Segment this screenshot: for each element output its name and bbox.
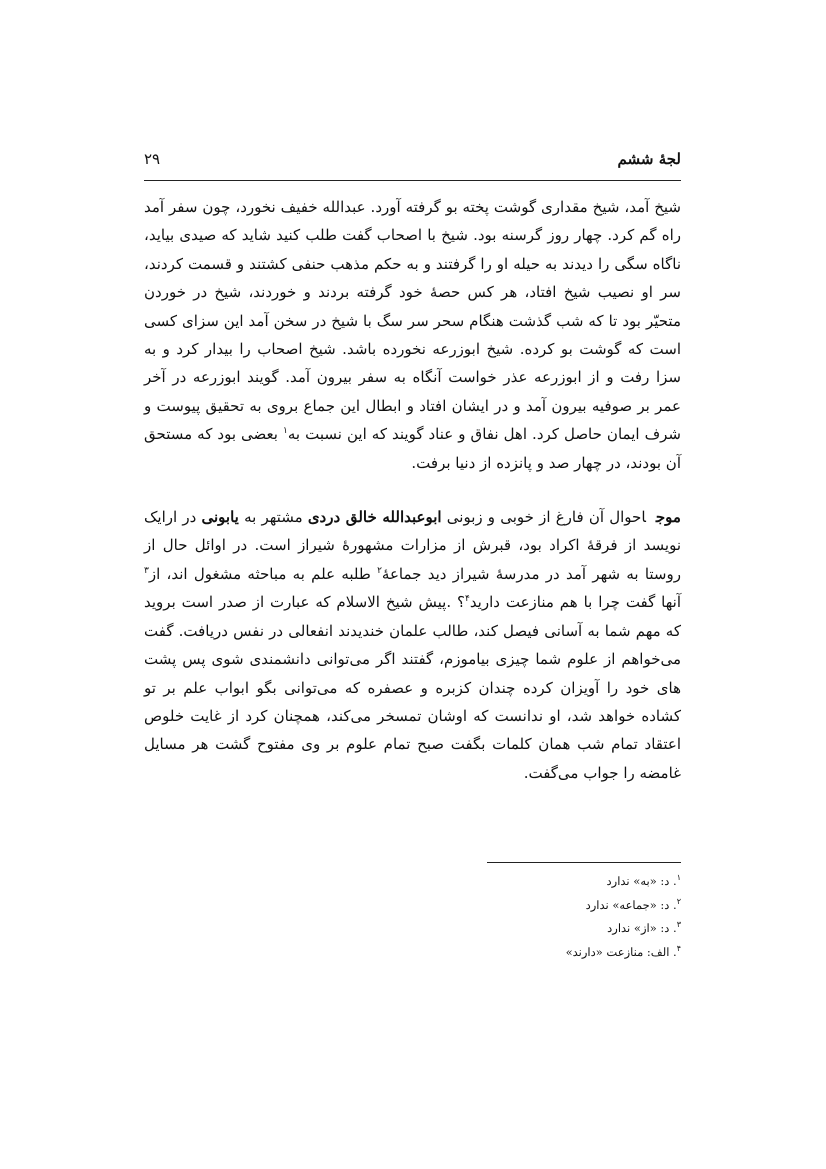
footnote-rule <box>487 862 681 863</box>
header-rule <box>144 180 681 181</box>
paragraph-2 <box>144 503 681 787</box>
paragraph-2-text: در ارایک نویسد از فرقهٔ اکراد بود، قبرش از مزارات مشهورهٔ شیراز است. در اوائل حال از روستا به شهر آمد در مدرسهٔ شیراز دید جماعهٔ <box>144 508 681 583</box>
paragraph-2-text: مشتهر به <box>244 508 303 527</box>
footnote-number: ۳ <box>676 920 681 930</box>
footnote-number: ۲ <box>676 896 681 906</box>
footnote <box>444 941 681 965</box>
footnote-text: . د: «از» ندارد <box>607 921 677 935</box>
paragraph-1-text-end: بعضی بود که مستحق آن بودند، در چهار صد و پانزده از دنیا برفت. <box>144 425 681 472</box>
footnote <box>444 870 681 894</box>
footnote <box>444 917 681 941</box>
page-number: ۲۹ <box>144 150 161 168</box>
paragraph-2-text: احوال آن فارغ از خوبی و زبونی <box>446 508 646 527</box>
person-name: ابوعبدالله خالق دردی <box>307 508 442 527</box>
paragraph-1-text: شیخ آمد، شیخ مقداری گوشت پخته بو گرفته آورد. عبدالله خفیف نخورد، چون سفر آمد راه گم کرد. چهار روز گرسنه بود. شیخ با اصحاب گفت طلب کنید شاید که صیدی بیاید، ناگاه سگی را دیدند به حیله او را گرفتند و به حکم مذهب حنفی کشتند و قسمت کردند، سر او نصیب شیخ افتاد، هر کس حصهٔ خود گرفته بردند و خوردند، شیخ در خوردن متحیّر بود تا که شب گذشت هنگام سحر سر سگ با شیخ در سخن آمد این سزای کسی است که گوشت بو کرده. شیخ ابوزرعه نخورده باشد. شیخ اصحاب را بیدار کرد و به سزا رفت و از ابوزرعه عذر خواست آنگاه به سفر بیرون آمد. گویند ابوزرعه در آخر عمر بر صوفیه بیرون آمد و در ایشان افتاد و ابطال این جماع بروی به تحقیق پیوست و شرف ایمان حاصل کرد. اهل نفاق و عناد گویند که این نسبت به <box>144 198 681 444</box>
footnote-number: ۴ <box>676 943 681 953</box>
footnote <box>444 894 681 918</box>
footnote-ref: ۳ <box>144 565 149 576</box>
footnote-ref: ۴ <box>464 594 470 605</box>
section-keyword: موج <box>655 508 681 527</box>
paragraph-2-text: آنها گفت چرا با هم منازعت دارید <box>469 593 681 612</box>
person-epithet: یابونی <box>201 508 239 527</box>
paragraph-1 <box>144 193 681 477</box>
footnote-ref: ۱ <box>283 426 288 437</box>
paragraph-2-text: ؟ .پیش شیخ الاسلام که عبارت از صدر است بروید که مهم شما به آسانی فیصل کند، طالب علمان خندیدند انفعالی در نفس دریافت. گفت می‌خواهم از علوم شما چیزی بیاموزم، گفتند اگر می‌توانی دانشمندی شوی پس پشت های خود را آویزان کرده چندان کزبره و عصفره که می‌توانی بگو ابواب علم بر تو کشاده خواهد شد، او ندانست که اوشان تمسخر می‌کند، همچنان کرد از غایت خلوص اعتقاد تمام شب همان کلمات بگفت صبح تمام علوم بر وی مفتوح گشت هر مسایل غامضه را جواب می‌گفت. <box>144 593 681 782</box>
footnote-text: . الف: منازعت «دارند» <box>565 944 677 959</box>
running-header <box>144 150 681 168</box>
footnote-number: ۱ <box>676 873 681 883</box>
paragraph-2-text: طلبه علم به مباحثه مشغول اند، از <box>148 564 371 583</box>
footnotes <box>444 870 681 964</box>
footnote-text: . د: «جماعه» ندارد <box>585 897 677 912</box>
footnote-ref: ۲ <box>377 565 382 576</box>
footnote-text: . د: «به» ندارد <box>606 874 677 888</box>
main-text <box>144 193 681 787</box>
chapter-title: لجهٔ ششم <box>617 150 681 168</box>
